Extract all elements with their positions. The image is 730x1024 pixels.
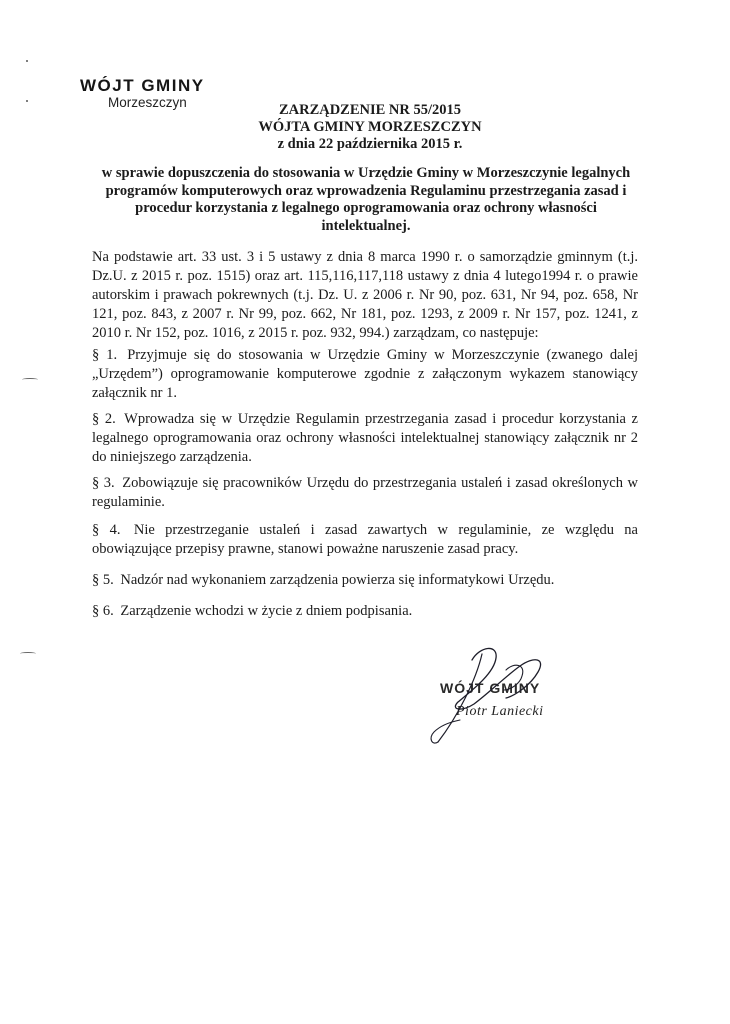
section-text: Zobowiązuje się pracowników Urzędu do przestrzegania ustaleń i zasad określonych w regulaminie. bbox=[92, 475, 639, 510]
section-symbol: § 2. bbox=[92, 411, 116, 427]
document-title bbox=[220, 102, 520, 153]
section-3 bbox=[92, 474, 638, 512]
margin-mark bbox=[22, 378, 38, 381]
title-line-1: ZARZĄDZENIE NR 55/2015 bbox=[278, 102, 462, 118]
margin-mark bbox=[20, 652, 36, 655]
section-symbol: § 3. bbox=[92, 475, 115, 491]
section-5 bbox=[92, 571, 638, 590]
signature-stamp: WÓJT GMINY bbox=[440, 680, 541, 696]
section-text: Nie przestrzeganie ustaleń i zasad zawartych w regulaminie, ze względu na obowiązujące przepisy prawne, stanowi poważne naruszenie zasad pracy. bbox=[92, 522, 638, 557]
margin-mark bbox=[26, 60, 28, 62]
section-4 bbox=[92, 521, 638, 559]
stamp-title: WÓJT GMINY bbox=[80, 76, 205, 95]
section-6 bbox=[92, 602, 638, 621]
title-line-2: WÓJTA GMINY MORZESZCZYN bbox=[258, 119, 482, 135]
section-text: Wprowadza się w Urzędzie Regulamin przestrzegania zasad i procedur korzystania z legalnego oprogramowania oraz ochrony własności intelektualnej stanowiący załącznik nr 2 do niniejszego zarządzenia. bbox=[92, 411, 638, 465]
legal-basis-paragraph: Na podstawie art. 33 ust. 3 i 5 ustawy z dnia 8 marca 1990 r. o samorządzie gminnym (t.j. Dz.U. z 2015 r. poz. 1515) oraz art. 115,116,117,118 ustawy z dnia 4 lutego1994 r. o prawie autorskim i prawach pokrewnych (t.j. Dz. U. z 2006 r. Nr 90, poz. 631, Nr 94, poz. 658, Nr 121, poz. 843, z 2007 r. Nr 99, poz. 662, Nr 181, poz. 1293, z 2009 r. Nr 157, poz. 1241, z 2010 r. Nr 152, poz. 1016, z 2015 r. poz. 932, 994.) zarządzam, co następuje: bbox=[92, 249, 638, 341]
section-2 bbox=[92, 410, 638, 467]
section-symbol: § 1. bbox=[92, 347, 118, 363]
margin-mark bbox=[26, 100, 28, 102]
title-line-3: z dnia 22 października 2015 r. bbox=[277, 136, 463, 152]
handwritten-signature bbox=[410, 640, 580, 750]
section-1 bbox=[92, 346, 638, 403]
signatory-name: Piotr Laniecki bbox=[456, 704, 544, 719]
stamp-location: Morzeszczyn bbox=[108, 95, 187, 110]
signature-block bbox=[410, 640, 580, 750]
document-subject: w sprawie dopuszczenia do stosowania w Urzędzie Gminy w Morzeszczynie legalnych programów komputerowych oraz wprowadzenia Regulaminu przestrzegania zasad i procedur korzystania z legalnego oprogramowania oraz ochrony własności intelektualnej. bbox=[101, 165, 631, 234]
section-text: Nadzór nad wykonaniem zarządzenia powierza się informatykowi Urzędu. bbox=[120, 572, 555, 588]
section-text: Zarządzenie wchodzi w życie z dniem podpisania. bbox=[120, 603, 413, 619]
section-text: Przyjmuje się do stosowania w Urzędzie Gminy w Morzeszczynie (zwanego dalej „Urzędem”) oprogramowanie komputerowe zgodnie z załączonym wykazem stanowiący załącznik nr 1. bbox=[92, 347, 639, 401]
section-symbol: § 6. bbox=[92, 603, 114, 619]
section-symbol: § 5. bbox=[92, 572, 114, 588]
section-symbol: § 4. bbox=[92, 522, 121, 538]
